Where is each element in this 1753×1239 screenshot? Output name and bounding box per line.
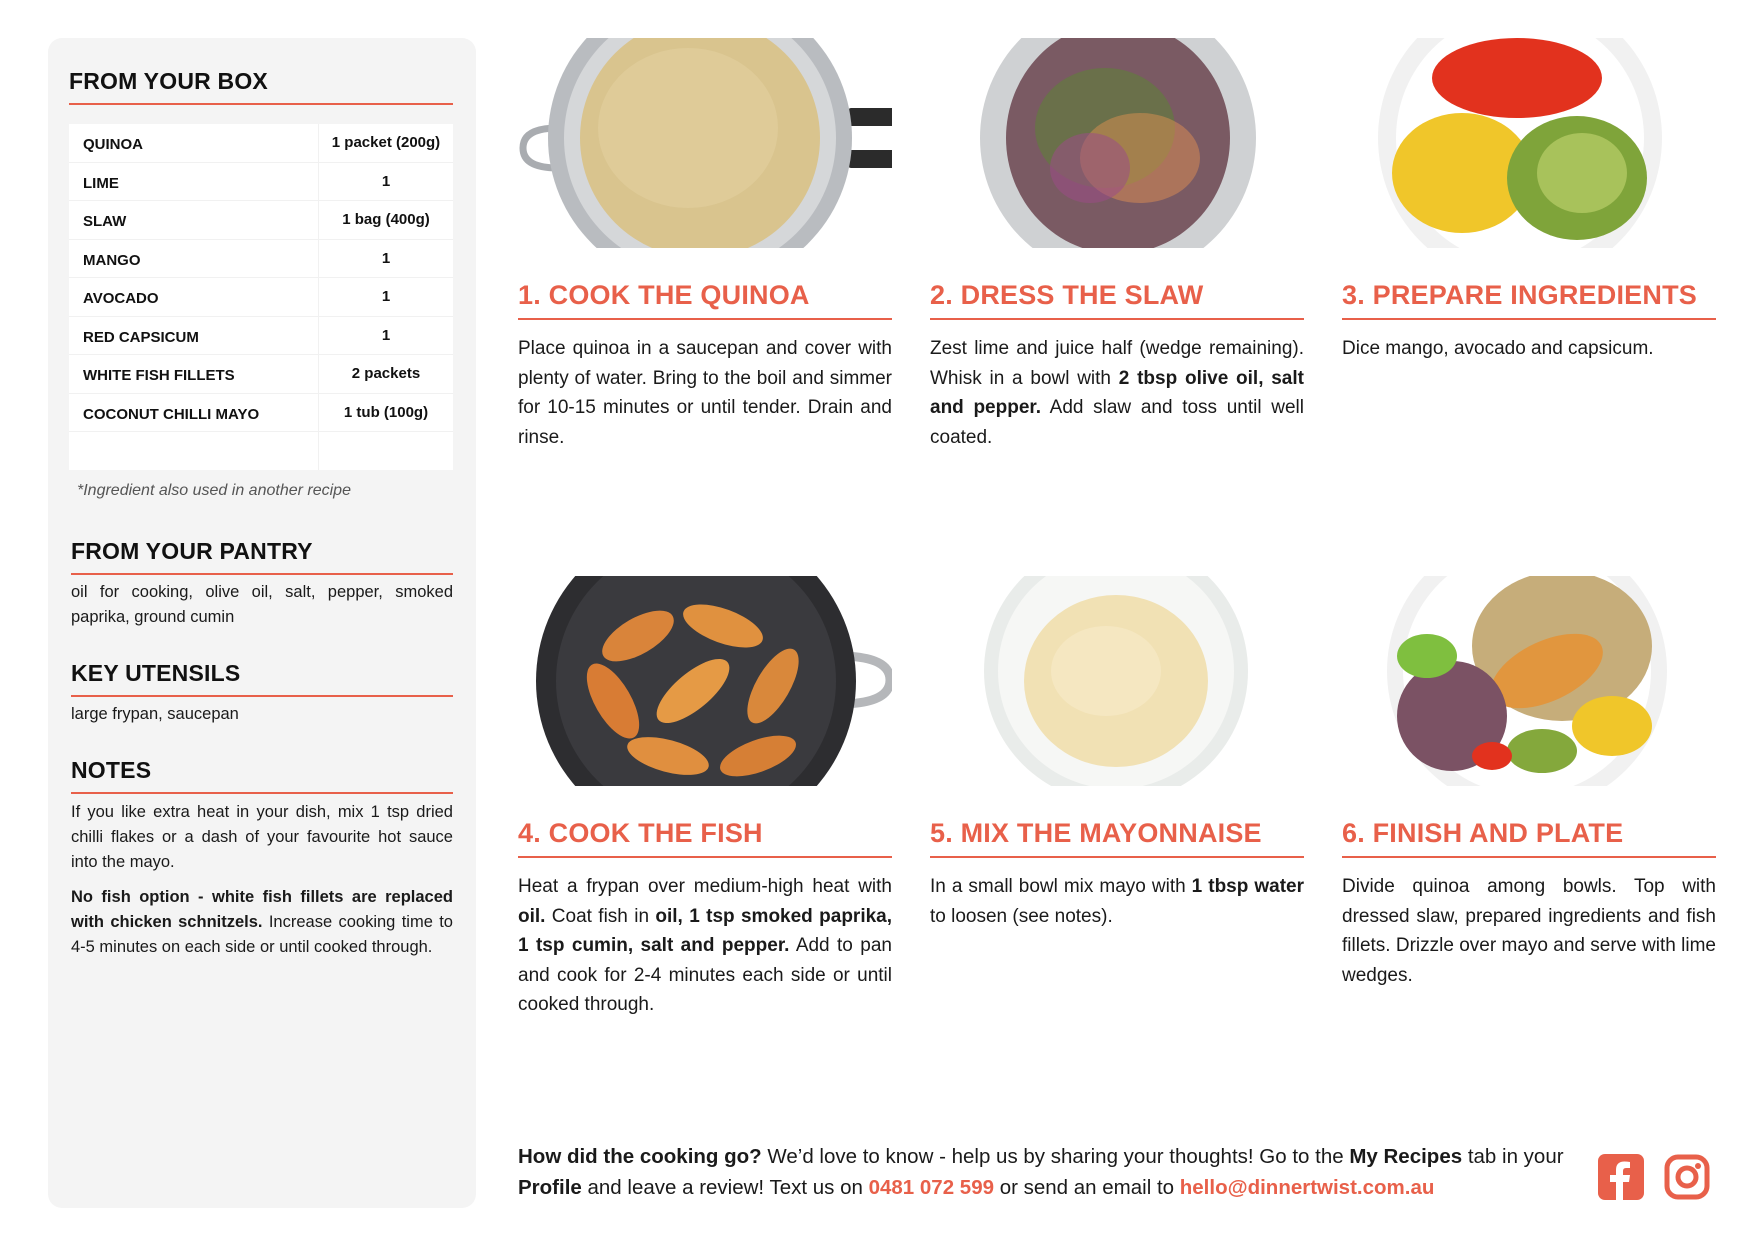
footer-text: and leave a review! Text us on — [581, 1176, 869, 1199]
step-text — [1342, 334, 1716, 364]
step-text-run: Coat fish in — [545, 905, 656, 927]
step-text — [930, 872, 1304, 931]
empty-cell — [69, 432, 319, 470]
notes-paragraph: If you like extra heat in your dish, mix 1 tsp dried chilli flakes or a dash of your favourite hot sauce into the mayo. — [71, 803, 453, 871]
facebook-icon[interactable] — [1598, 1154, 1644, 1200]
step-title: 5. MIX THE MAYONNAISE — [930, 818, 1304, 858]
utensils-title: KEY UTENSILS — [71, 660, 453, 697]
my-recipes-label: My Recipes — [1349, 1145, 1463, 1168]
notes-title: NOTES — [71, 757, 453, 794]
sidebar — [48, 38, 476, 1208]
box-ingredients-table — [69, 124, 453, 470]
ingredient-name: AVOCADO — [69, 278, 319, 316]
ingredient-qty: 1 packet (200g) — [331, 134, 441, 152]
step-title: 4. COOK THE FISH — [518, 818, 892, 858]
slaw-bowl-photo — [930, 38, 1304, 248]
step-text-bold: 2 tbsp olive oil, salt and pepper. — [930, 367, 1304, 418]
step-text — [518, 334, 892, 452]
mayonnaise-bowl-photo — [930, 576, 1304, 786]
footer-text: We’d love to know - help us by sharing your thoughts! Go to the — [761, 1145, 1350, 1168]
ingredient-name: SLAW — [69, 201, 319, 239]
step-text-bold: oil. — [518, 905, 546, 927]
step-text — [1342, 872, 1716, 990]
ingredient-name: QUINOA — [69, 124, 319, 162]
pantry-title: FROM YOUR PANTRY — [71, 538, 453, 575]
ingredient-name: RED CAPSICUM — [69, 317, 319, 355]
notes-rest: Increase cooking time to 4-5 minutes on each side or until cooked through. — [71, 913, 453, 956]
ingredient-qty: 1 — [381, 172, 391, 190]
email-link[interactable]: hello@dinnertwist.com.au — [1179, 1176, 1435, 1199]
ingredient-name: COCONUT CHILLI MAYO — [69, 394, 319, 432]
step-text — [930, 334, 1304, 452]
step-text-run: Add slaw and toss until well coated. — [930, 397, 1304, 448]
table-row — [69, 124, 453, 163]
table-row — [69, 278, 453, 317]
table-row — [69, 163, 453, 202]
step-text-run: Heat a frypan over medium-high heat with — [518, 876, 892, 897]
step-title: 6. FINISH AND PLATE — [1342, 818, 1716, 858]
table-row — [69, 394, 453, 433]
step-text-run: Zest lime and juice half (wedge remaining). Whisk in a bowl with — [930, 338, 1304, 389]
ingredient-qty: 1 tub (100g) — [343, 403, 429, 421]
instagram-icon[interactable] — [1664, 1154, 1710, 1200]
pantry-text: oil for cooking, olive oil, salt, pepper, smoked paprika, ground cumin — [71, 583, 453, 626]
notes-paragraph — [71, 885, 453, 960]
ingredient-name: MANGO — [69, 240, 319, 278]
step-text-bold: 1 tbsp water — [1191, 876, 1304, 897]
notes-bold: No fish option - white fish fillets are replaced with chicken schnitzels. — [71, 888, 453, 931]
box-footnote: *Ingredient also used in another recipe — [77, 482, 351, 499]
ingredient-qty: 1 bag (400g) — [342, 211, 430, 229]
footer-text: tab in your — [1462, 1145, 1564, 1168]
step-text-run: to loosen (see notes). — [930, 905, 1113, 927]
ingredient-qty: 2 packets — [351, 365, 421, 383]
step-text-run: In a small bowl mix mayo with — [930, 876, 1192, 897]
step-text-bold: oil, 1 tsp smoked paprika, 1 tsp cumin, salt and pepper. — [518, 905, 893, 956]
step-title: 3. PREPARE INGREDIENTS — [1342, 280, 1716, 320]
ingredient-qty: 1 — [381, 288, 391, 306]
feedback-question: How did the cooking go? — [518, 1145, 762, 1168]
table-row — [69, 240, 453, 279]
ingredient-name: WHITE FISH FILLETS — [69, 355, 319, 393]
utensils-text: large frypan, saucepan — [71, 705, 239, 723]
notes-text — [71, 800, 453, 970]
step-text-run: Divide quinoa among bowls. Top with dressed slaw, prepared ingredients and fish fillets. Drizzle over mayo and serve with lime wedges. — [1342, 876, 1716, 986]
fish-frypan-photo — [518, 576, 892, 786]
feedback-message — [518, 1141, 1588, 1203]
step-title: 2. DRESS THE SLAW — [930, 280, 1304, 320]
ingredient-qty: 1 — [381, 326, 391, 344]
ingredient-name: LIME — [69, 163, 319, 201]
step-text-run: Dice mango, avocado and capsicum. — [1342, 338, 1654, 359]
step-title: 1. COOK THE QUINOA — [518, 280, 892, 320]
ingredient-qty: 1 — [381, 249, 391, 267]
table-row-empty — [69, 432, 453, 470]
quinoa-saucepan-photo — [518, 38, 892, 248]
finished-plate-photo — [1342, 576, 1716, 786]
footer-text: or send an email to — [994, 1176, 1180, 1199]
profile-label: Profile — [518, 1176, 582, 1199]
step-text — [518, 872, 892, 1020]
table-row — [69, 355, 453, 394]
step-text-run: Add to pan and cook for 2-4 minutes each side or until cooked through. — [518, 935, 892, 1015]
box-title: FROM YOUR BOX — [69, 68, 453, 105]
diced-ingredients-photo — [1342, 38, 1716, 248]
table-row — [69, 201, 453, 240]
table-row — [69, 317, 453, 356]
step-text-run: Place quinoa in a saucepan and cover with plenty of water. Bring to the boil and simmer for 10-15 minutes or until tender. Drain and rinse. — [518, 338, 892, 448]
phone-link[interactable]: 0481 072 599 — [868, 1176, 994, 1199]
